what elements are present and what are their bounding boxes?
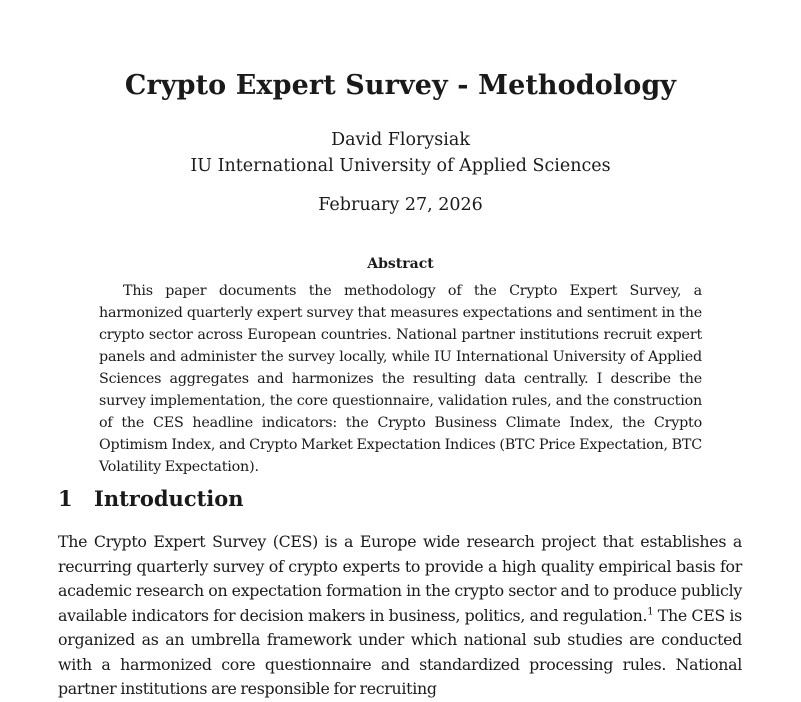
paper-affiliation: IU International University of Applied Sciences (190, 156, 611, 176)
section-number: 1 (58, 486, 73, 511)
section-heading (58, 486, 244, 511)
section-title: Introduction (94, 486, 244, 511)
paper-title: Crypto Expert Survey - Methodology (124, 70, 677, 101)
intro-text-part2: The CES is organized as an umbrella framework under which national sub studies are conducted with a harmonized core questionnaire and standardized processing rules. National partner institutions are responsible for recruiting (58, 605, 742, 698)
abstract-text: This paper documents the methodology of the Crypto Expert Survey, a harmonized quarterly expert survey that measures expectations and sentiment in the crypto sector across European countries. National partner institutions recruit expert panels and administer the survey locally, while IU International University of Applied Sciences aggregates and harmonizes the resulting data centrally. I describe the survey implementation, the core questionnaire, validation rules, and the construction of the CES headline indicators: the Crypto Business Climate Index, the Crypto Optimism Index, and Crypto Market Expectation Indices (BTC Price Expectation, BTC Volatility Expectation). (99, 283, 702, 475)
paper-author: David Florysiak (331, 130, 470, 150)
paper-date: February 27, 2026 (318, 195, 483, 215)
abstract-heading: Abstract (367, 256, 434, 272)
intro-text-part1: The Crypto Expert Survey (CES) is a Europe wide research project that establishes a recurring quarterly survey of crypto experts to provide a high quality empirical basis for academic research on expectation formation in the crypto sector and to produce publicly available indicators for decision makers in business, politics, and regulation. (58, 532, 742, 625)
introduction-paragraph (58, 530, 742, 702)
footnote-marker[interactable]: 1 (647, 606, 654, 618)
